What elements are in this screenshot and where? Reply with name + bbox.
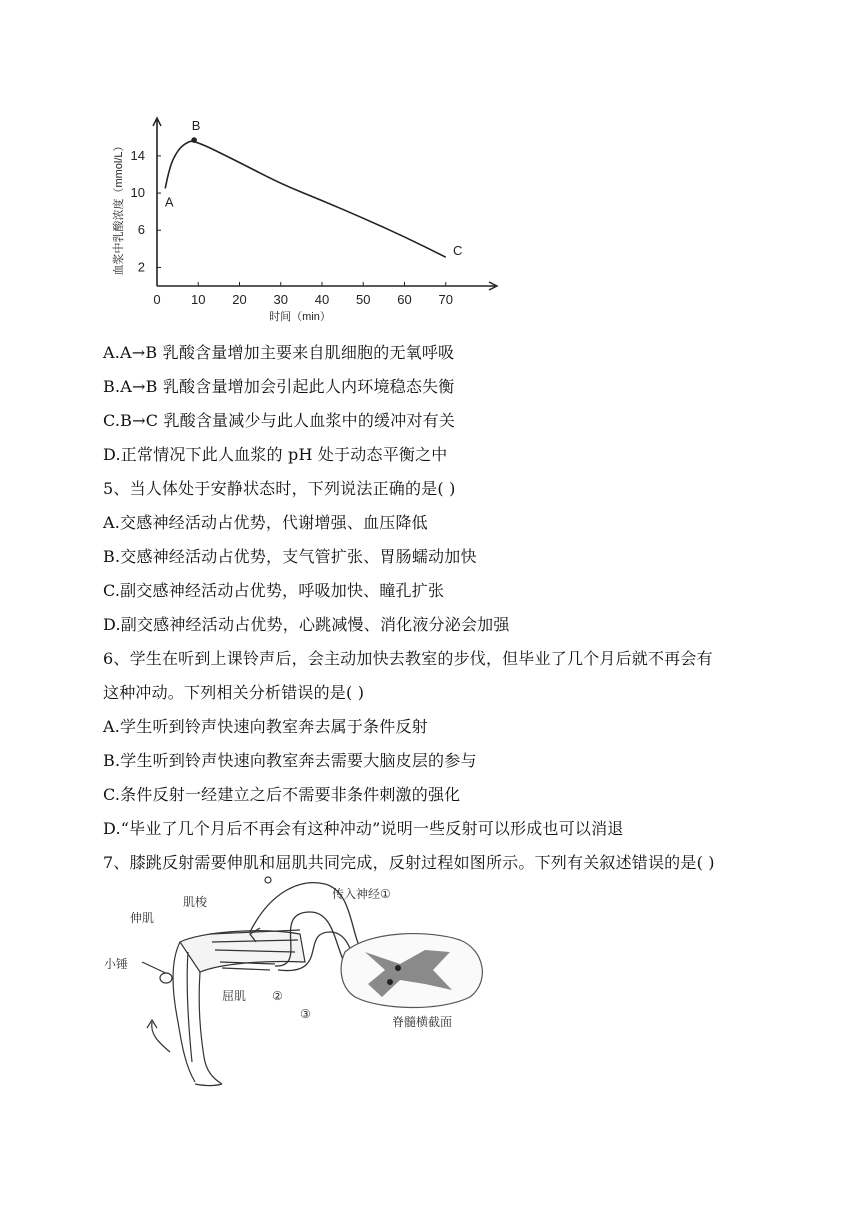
option-line: C.副交感神经活动占优势，呼吸加快、瞳孔扩张	[103, 581, 445, 600]
option-line: B.交感神经活动占优势，支气管扩张、胃肠蠕动加快	[103, 547, 477, 566]
option-line: D.“毕业了几个月后不再会有这种冲动”说明一些反射可以形成也可以消退	[103, 819, 624, 838]
option-line: D.正常情况下此人血浆的 pH 处于动态平衡之中	[103, 445, 448, 464]
hammer-icon	[142, 962, 172, 983]
option-line: A.A→B 乳酸含量增加主要来自肌细胞的无氧呼吸	[103, 343, 455, 362]
option-line: C.B→C 乳酸含量减少与此人血浆中的缓冲对有关	[103, 411, 456, 430]
question-stem: 6、学生在听到上课铃声后，会主动加快去教室的步伐，但毕业了几个月后就不再会有	[103, 649, 713, 668]
x-tick-label: 0	[153, 292, 161, 307]
x-tick-label: 50	[356, 292, 371, 307]
option-line: A.学生听到铃声快速向教室奔去属于条件反射	[103, 717, 428, 736]
knee-reflex-diagram	[100, 872, 500, 1092]
y-tick-label: 2	[137, 259, 145, 275]
lactate-chart-svg	[100, 98, 500, 328]
label-hammer: 小锤	[104, 957, 129, 971]
label-spinal-cord: 脊髓横截面	[392, 1015, 453, 1029]
label-flexor: 屈肌	[222, 989, 247, 1003]
y-tick-label: 10	[130, 185, 145, 201]
knee-reflex-svg	[100, 872, 500, 1092]
question-stem: 这种冲动。下列相关分析错误的是( )	[103, 683, 365, 702]
question-stem: 7、膝跳反射需要伸肌和屈肌共同完成，反射过程如图所示。下列有关叙述错误的是( )	[103, 853, 715, 872]
lactate-series-line	[165, 141, 446, 257]
option-line: D.副交感神经活动占优势，心跳减慢、消化液分泌会加强	[103, 615, 510, 634]
option-line: B.学生听到铃声快速向教室奔去需要大脑皮层的参与	[103, 751, 477, 770]
kick-arrow-icon	[152, 1022, 170, 1052]
x-tick-label: 60	[397, 292, 412, 307]
label-nerve-3: ③	[300, 1007, 311, 1021]
point-label-a: A	[164, 194, 174, 210]
y-tick-label: 14	[130, 147, 145, 163]
question-stem: 5、当人体处于安静状态时，下列说法正确的是( )	[103, 479, 456, 498]
label-afferent-nerve: 传入神经①	[332, 887, 391, 901]
receptor-marker-icon	[265, 877, 271, 883]
leg-drawing	[173, 930, 305, 1086]
point-b-marker	[191, 137, 197, 143]
label-nerve-2: ②	[272, 989, 283, 1003]
x-axis-label: 时间（min）	[269, 311, 331, 323]
label-extensor: 伸肌	[130, 911, 155, 925]
lactate-chart	[100, 98, 500, 328]
spinal-cord-icon	[341, 934, 482, 1008]
x-tick-label: 70	[438, 292, 453, 307]
x-tick-label: 30	[273, 292, 288, 307]
label-spindle: 肌梭	[183, 895, 208, 909]
point-label-b: B	[191, 118, 201, 134]
question-text	[103, 336, 823, 880]
x-tick-label: 40	[314, 292, 330, 307]
option-line: C.条件反射一经建立之后不需要非条件刺激的强化	[103, 785, 461, 804]
point-label-c: C	[453, 243, 463, 259]
option-line: B.A→B 乳酸含量增加会引起此人内环境稳态失衡	[103, 377, 455, 396]
x-tick-label: 20	[232, 292, 247, 307]
y-axis-label: 血浆中乳酸浓度（mmol/L）	[113, 140, 125, 276]
x-tick-label: 10	[191, 292, 206, 307]
y-tick-label: 6	[137, 222, 145, 238]
option-line: A.交感神经活动占优势，代谢增强、血压降低	[103, 513, 428, 532]
